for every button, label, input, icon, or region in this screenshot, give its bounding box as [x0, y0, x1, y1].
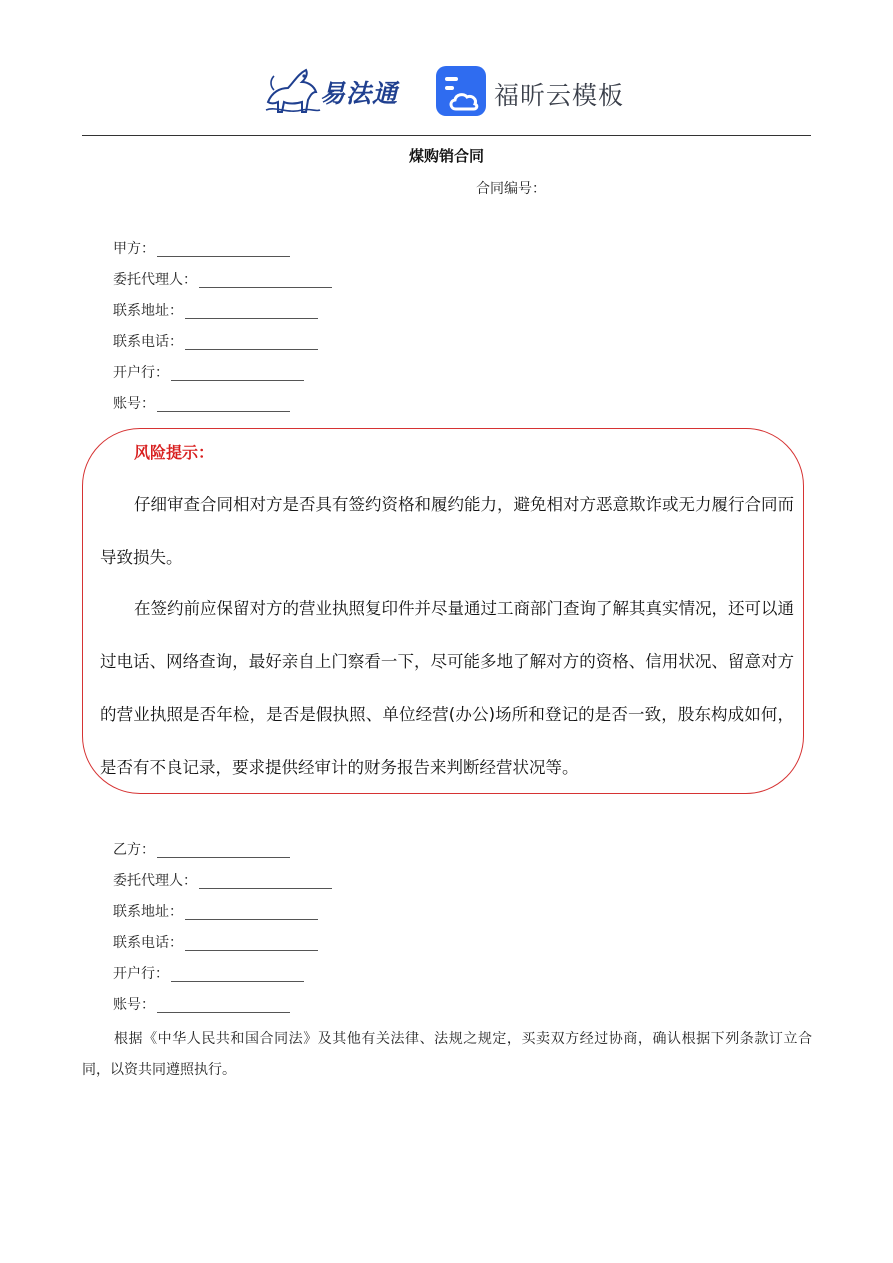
- party-b-phone-row: [113, 928, 332, 959]
- fill-blank-line[interactable]: [199, 273, 332, 288]
- document-title: 煤购销合同: [408, 147, 484, 165]
- field-label: 委托代理人：: [113, 873, 197, 889]
- risk-notice-paragraph: 仔细审查合同相对方是否具有签约资格和履约能力，避免相对方恶意欺诈或无力履行合同而导致损失。: [100, 495, 794, 567]
- fuxin-brand-text: 福昕云模板: [494, 81, 625, 110]
- qilin-emblem-icon: [262, 62, 324, 118]
- header-logos: [0, 58, 893, 124]
- fill-blank-line[interactable]: [185, 905, 318, 920]
- fill-blank-line[interactable]: [157, 998, 290, 1013]
- field-label: 甲方：: [113, 241, 155, 257]
- fill-blank-line[interactable]: [185, 304, 318, 319]
- party-b-address-row: [113, 897, 332, 928]
- header-divider: [82, 135, 811, 136]
- field-label: 开户行：: [113, 966, 169, 982]
- field-label: 联系地址：: [113, 303, 183, 319]
- field-label: 联系电话：: [113, 935, 183, 951]
- fill-blank-line[interactable]: [185, 335, 318, 350]
- risk-notice-title: 风险提示：: [134, 443, 215, 462]
- field-label: 联系电话：: [113, 334, 183, 350]
- field-label: 乙方：: [113, 842, 155, 858]
- fill-blank-line[interactable]: [157, 843, 290, 858]
- party-a-name-row: [113, 234, 332, 265]
- fill-blank-line[interactable]: [157, 397, 290, 412]
- yifatong-brand-text: 易法通: [320, 79, 399, 108]
- fuxin-template-logo: [436, 66, 646, 118]
- fill-blank-line[interactable]: [185, 936, 318, 951]
- document-cloud-icon: [436, 66, 486, 116]
- yifatong-logo: [262, 62, 412, 118]
- contract-intro-paragraph: 根据《中华人民共和国合同法》及其他有关法律、法规之规定，买卖双方经过协商，确认根据下列条款订立合同，以资共同遵照执行。: [82, 1031, 812, 1078]
- fill-blank-line[interactable]: [171, 967, 304, 982]
- party-a-address-row: [113, 296, 332, 327]
- risk-notice-paragraph: 在签约前应保留对方的营业执照复印件并尽量通过工商部门查询了解其真实情况，还可以通过电话、网络查询，最好亲自上门察看一下，尽可能多地了解对方的资格、信用状况、留意对方的营业执照是否年检，是否是假执照、单位经营(办公)场所和登记的是否一致，股东构成如何，是否有不良记录，要求提供经审计的财务报告来判断经营状况等。: [100, 599, 794, 777]
- contract-number-label: 合同编号：: [476, 181, 546, 197]
- party-a-bank-row: [113, 358, 332, 389]
- fill-blank-line[interactable]: [199, 874, 332, 889]
- field-label: 开户行：: [113, 365, 169, 381]
- party-b-agent-row: [113, 866, 332, 897]
- field-label: 账号：: [113, 396, 155, 412]
- field-label: 账号：: [113, 997, 155, 1013]
- party-b-bank-row: [113, 959, 332, 990]
- field-label: 联系地址：: [113, 904, 183, 920]
- party-a-agent-row: [113, 265, 332, 296]
- party-a-info: [113, 234, 332, 420]
- party-b-info: [113, 835, 332, 1021]
- fill-blank-line[interactable]: [157, 242, 290, 257]
- field-label: 委托代理人：: [113, 272, 197, 288]
- party-b-name-row: [113, 835, 332, 866]
- party-a-account-row: [113, 389, 332, 420]
- fill-blank-line[interactable]: [171, 366, 304, 381]
- party-a-phone-row: [113, 327, 332, 358]
- party-b-account-row: [113, 990, 332, 1021]
